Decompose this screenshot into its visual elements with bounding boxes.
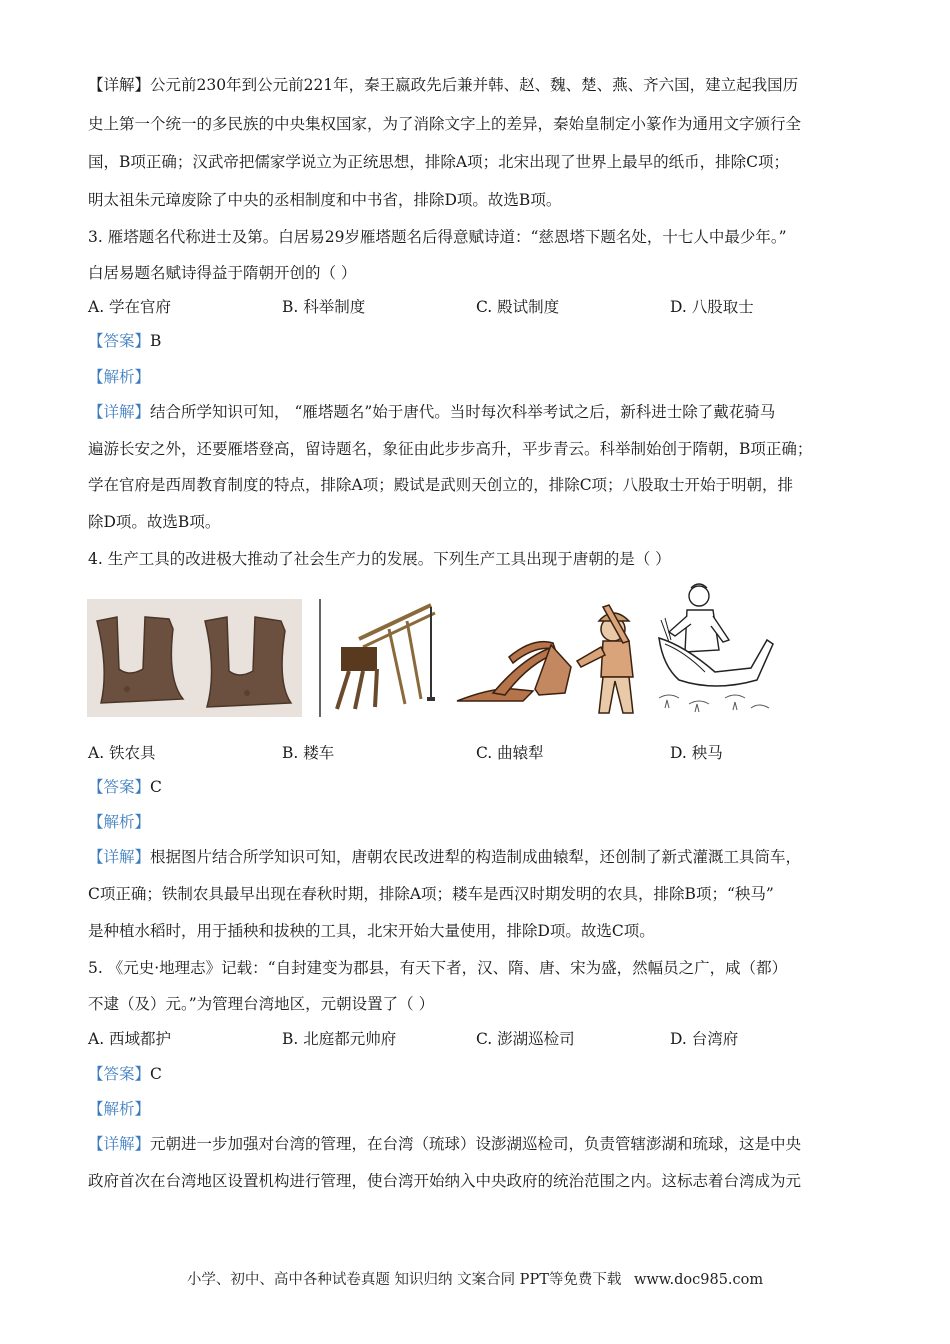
q3-detail-line-4: 除D项。故选B项。	[88, 513, 221, 531]
q3-answer	[88, 330, 161, 352]
detail-tag: 【详解】	[88, 403, 151, 421]
q4-option-d: D. 秧马	[670, 744, 723, 762]
q5-option-d: D. 台湾府	[670, 1030, 739, 1048]
page-footer	[0, 1268, 950, 1289]
q5-option-b: B. 北庭都元帅府	[282, 1030, 397, 1048]
q3-option-c: C. 殿试制度	[476, 298, 560, 316]
q5-option-c: C. 澎湖巡检司	[476, 1030, 575, 1048]
q3-option-b: B. 科举制度	[282, 298, 366, 316]
q5-stem-line-2: 不逮（及）元。”为管理台湾地区，元朝设置了（ ）	[88, 995, 435, 1013]
q5-answer	[88, 1063, 162, 1085]
seed-drill-image	[319, 599, 440, 717]
p1-line-3: 国，B项正确；汉武帝把儒家学说立为正统思想，排除A项；北宋出现了世界上最早的纸币，排除C项；	[88, 153, 789, 171]
curved-plough-image	[453, 597, 643, 719]
footer-url[interactable]: www.doc985.com	[633, 1272, 764, 1288]
q3-detail-line-1: 【详解】结合所学知识可知， “雁塔题名”始于唐代。当时每次科举考试之后，新科进士除了戴花骑马	[88, 403, 776, 421]
q5-option-a: A. 西域都护	[88, 1030, 172, 1048]
q4-analysis-tag: 【解析】	[88, 813, 151, 831]
answer-tag: 【答案】	[88, 332, 151, 350]
q5-stem-line-1: 5. 《元史·地理志》记载：“自封建变为郡县，有天下者，汉、隋、唐、宋为盛，然幅员之广，咸（都）	[88, 959, 788, 977]
q3-stem-line-2: 白居易题名赋诗得益于隋朝开创的（ ）	[88, 264, 357, 282]
q4-option-c: C. 曲辕犁	[476, 744, 544, 762]
q5-detail-line-2: 政府首次在台湾地区设置机构进行管理，使台湾开始纳入中央政府的统治范围之内。这标志着台湾成为元	[88, 1172, 802, 1190]
q5-analysis-tag: 【解析】	[88, 1100, 151, 1118]
q4-detail-line-2: C项正确；铁制农具最早出现在春秋时期，排除A项；耧车是西汉时期发明的农具，排除B项；“秧马”	[88, 885, 774, 903]
answer-value: C	[150, 1065, 162, 1083]
q4-stem: 4. 生产工具的改进极大推动了社会生产力的发展。下列生产工具出现于唐朝的是（ ）	[88, 550, 671, 568]
iron-tools-image	[87, 599, 302, 717]
q4-option-a: A. 铁农具	[88, 744, 156, 762]
p1-line-2: 史上第一个统一的多民族的中央集权国家，为了消除文字上的差异，秦始皇制定小篆作为通用文字颁行全	[88, 115, 802, 133]
q4-detail-line-3: 是种植水稻时，用于插秧和拔秧的工具，北宋开始大量使用，排除D项。故选C项。	[88, 922, 655, 940]
q3-stem-line-1: 3. 雁塔题名代称进士及第。白居易29岁雁塔题名后得意赋诗道：“慈恩塔下题名处，十七人中最少年。”	[88, 228, 787, 246]
q4-detail-line-1: 【详解】根据图片结合所学知识可知，唐朝农民改进犁的构造制成曲辕犁，还创制了新式灌溉工具筒车，	[88, 848, 802, 866]
answer-tag: 【答案】	[88, 1065, 151, 1083]
detail-tag: 【详解】	[88, 848, 151, 866]
q3-option-d: D. 八股取士	[670, 298, 754, 316]
detail-tag: 【详解】	[88, 1135, 151, 1153]
q4-answer	[88, 776, 162, 798]
q4-option-b: B. 耧车	[282, 744, 335, 762]
answer-tag: 【答案】	[88, 778, 151, 796]
p1-line-1: 【详解】公元前230年到公元前221年，秦王嬴政先后兼并韩、赵、魏、楚、燕、齐六国，建立起我国历	[88, 76, 799, 94]
q3-detail-line-2: 遍游长安之外，还要雁塔登高，留诗题名，象征由此步步高升，平步青云。科举制始创于隋朝，B项正确；	[88, 440, 813, 458]
q5-detail-line-1: 【详解】元朝进一步加强对台湾的管理，在台湾（琉球）设澎湖巡检司，负责管辖澎湖和琉球，这是中央	[88, 1135, 802, 1153]
rice-horse-image	[655, 580, 775, 718]
p1-line-4: 明太祖朱元璋废除了中央的丞相制度和中书省，排除D项。故选B项。	[88, 191, 562, 209]
answer-value: C	[150, 778, 162, 796]
footer-text: 小学、初中、高中各种试卷真题 知识归纳 文案合同 PPT等免费下载	[186, 1272, 622, 1288]
q3-option-a: A. 学在官府	[88, 298, 172, 316]
q3-detail-line-3: 学在官府是西周教育制度的特点，排除A项；殿试是武则天创立的，排除C项；八股取士开始于明朝，排	[88, 476, 794, 494]
q3-analysis-tag: 【解析】	[88, 368, 151, 386]
answer-value: B	[150, 332, 162, 350]
